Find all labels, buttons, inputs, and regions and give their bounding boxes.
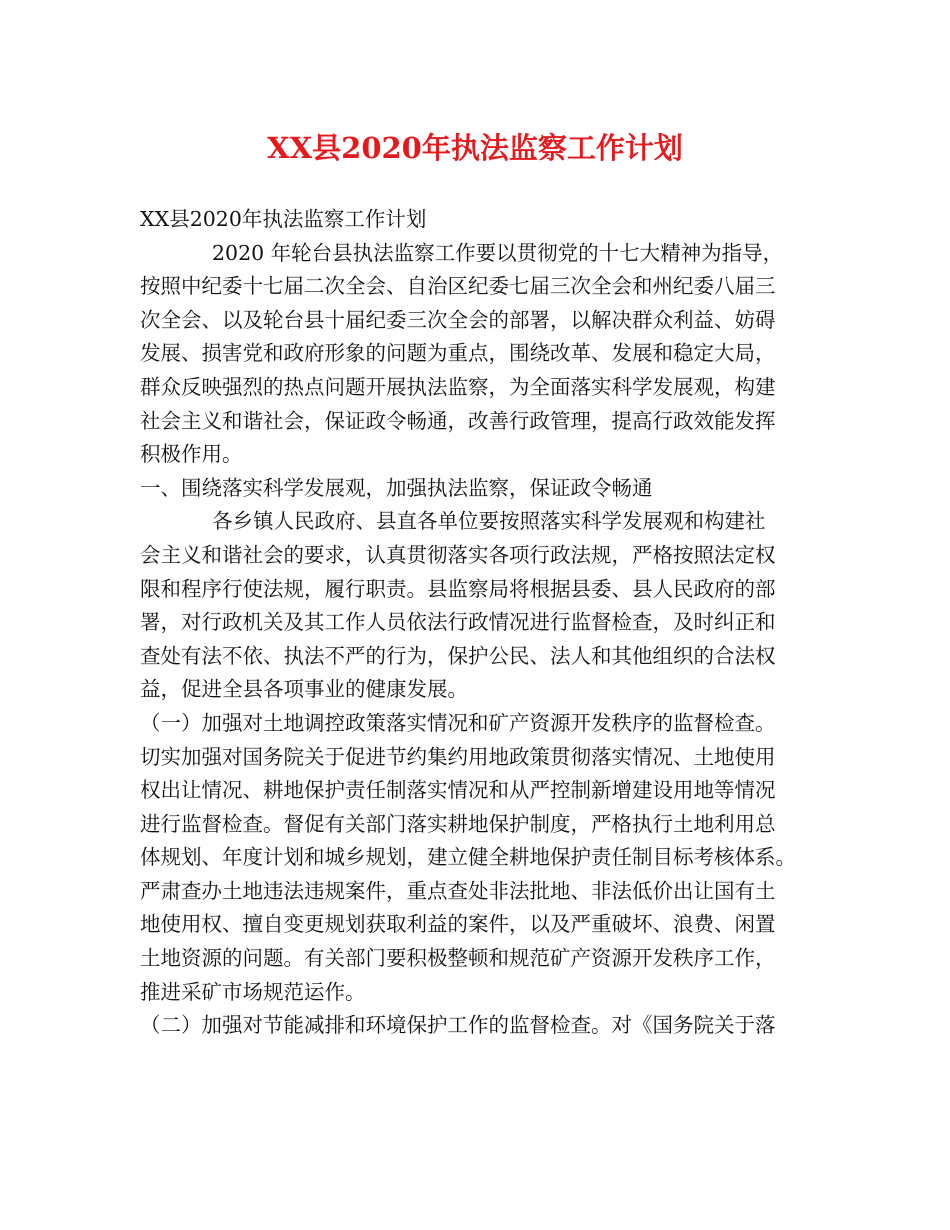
body-line: 查处有法不依、执法不严的行为，保护公民、法人和其他组织的合法权 [140, 643, 776, 668]
body-line: 体规划、年度计划和城乡规划，建立健全耕地保护责任制目标考核体系。 [140, 845, 796, 870]
subsection-heading: （一）加强对土地调控政策落实情况和矿产资源开发秩序的监督检查。 [140, 710, 776, 735]
body-line: 2020 年轮台县执法监察工作要以贯彻党的十七大精神为指导， [212, 240, 784, 265]
section-heading: 一、围绕落实科学发展观，加强执法监察，保证政令畅通 [140, 475, 653, 500]
body-line: 社会主义和谐社会，保证政令畅通，改善行政管理，提高行政效能发挥 [140, 408, 776, 433]
body-line: 权出让情况、耕地保护责任制落实情况和从严控制新增建设用地等情况 [140, 778, 776, 803]
body-line: 会主义和谐社会的要求，认真贯彻落实各项行政法规，严格按照法定权 [140, 542, 776, 567]
body-line: 各乡镇人民政府、县直各单位要按照落实科学发展观和构建社 [212, 509, 766, 534]
body-line: 推进采矿市场规范运作。 [140, 979, 366, 1004]
body-line: 土地资源的问题。有关部门要积极整顿和规范矿产资源开发秩序工作， [140, 946, 776, 971]
body-line: 按照中纪委十七届二次全会、自治区纪委七届三次全会和州纪委八届三 [140, 274, 776, 299]
body-line: 地使用权、擅自变更规划获取利益的案件，以及严重破坏、浪费、闲置 [140, 912, 776, 937]
subsection-heading: （二）加强对节能减排和环境保护工作的监督检查。对《国务院关于落 [140, 1013, 776, 1038]
body-line: 进行监督检查。督促有关部门落实耕地保护制度，严格执行土地利用总 [140, 811, 776, 836]
body-line: 次全会、以及轮台县十届纪委三次全会的部署，以解决群众利益、妨碍 [140, 307, 776, 332]
body-line: XX县2020年执法监察工作计划 [140, 207, 427, 231]
document-body [140, 203, 830, 1043]
body-line: 积极作用。 [140, 442, 243, 467]
body-line: 严肃查办土地违法违规案件，重点查处非法批地、非法低价出让国有土 [140, 878, 776, 903]
body-line: 署，对行政机关及其工作人员依法行政情况进行监督检查，及时纠正和 [140, 610, 776, 635]
body-line: 切实加强对国务院关于促进节约集约用地政策贯彻落实情况、土地使用 [140, 744, 776, 769]
document-title: XX县2020年执法监察工作计划 [267, 131, 683, 165]
body-line: 发展、损害党和政府形象的问题为重点，围绕改革、发展和稳定大局， [140, 341, 776, 366]
body-line: 益，促进全县各项事业的健康发展。 [140, 677, 468, 702]
body-line: 限和程序行使法规，履行职责。县监察局将根据县委、县人民政府的部 [140, 576, 776, 601]
body-line: 群众反映强烈的热点问题开展执法监察，为全面落实科学发展观，构建 [140, 374, 776, 399]
